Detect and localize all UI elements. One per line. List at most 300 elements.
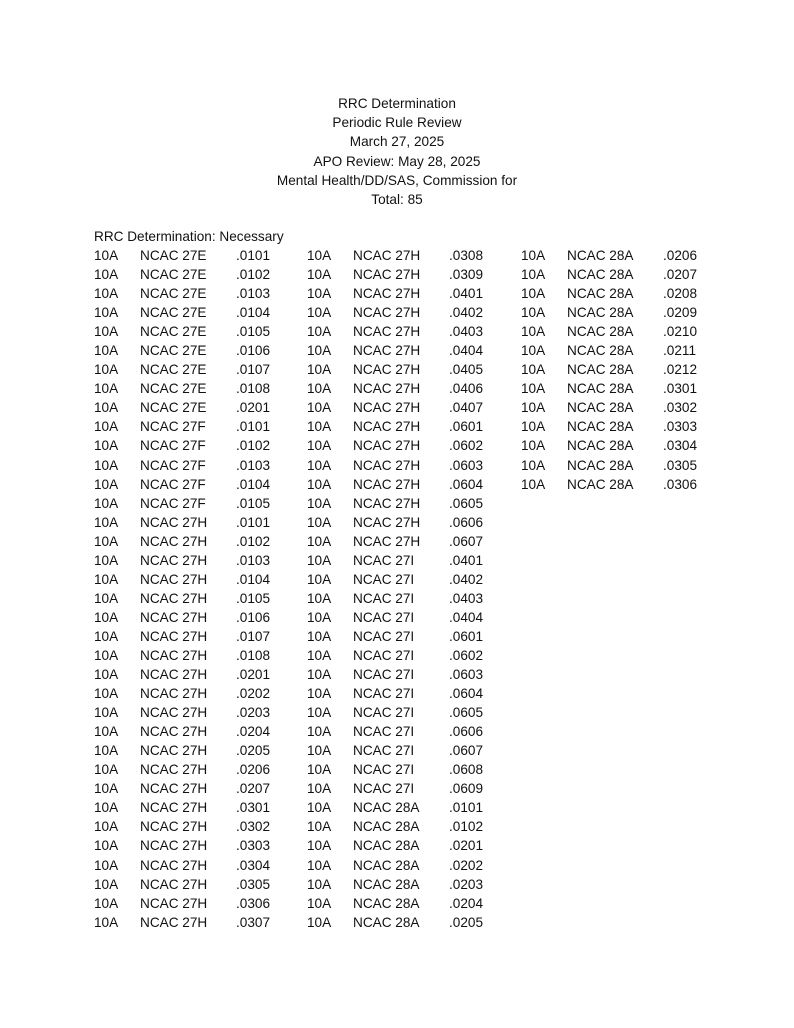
rule-title: 10A [94,533,119,549]
rule-title: 10A [94,914,119,930]
rule-chapter: NCAC 27H [140,705,208,721]
rule-chapter: NCAC 27I [353,647,415,663]
rule-title: 10A [307,476,332,492]
rule-title: 10A [307,400,332,416]
rule-row [521,456,731,475]
rule-row [307,570,517,589]
rule-row [94,456,304,475]
rule-row [94,360,304,379]
rule-title: 10A [521,476,546,492]
rule-row [521,284,731,303]
rule-section: .0607 [449,533,484,549]
rule-title: 10A [94,762,119,778]
rule-chapter: NCAC 27H [140,762,208,778]
rule-row [94,856,304,875]
rule-title: 10A [521,457,546,473]
rule-row [307,798,517,817]
rule-chapter: NCAC 27H [353,267,421,283]
rule-row [307,398,517,417]
rule-title: 10A [94,438,119,454]
rule-section: .0203 [449,876,484,892]
rule-title: 10A [307,800,332,816]
rule-section: .0201 [449,838,484,854]
rule-section: .0108 [236,381,271,397]
rule-section: .0101 [236,514,271,530]
rule-section: .0106 [236,343,271,359]
rule-chapter: NCAC 27I [353,552,415,568]
rule-chapter: NCAC 27H [353,438,421,454]
rule-chapter: NCAC 27F [140,495,206,511]
rule-chapter: NCAC 27H [353,324,421,340]
rule-title: 10A [94,647,119,663]
rule-section: .0606 [449,514,484,530]
rule-section: .0302 [236,819,271,835]
rule-section: .0107 [236,628,271,644]
rule-section: .0306 [236,895,271,911]
rule-section: .0210 [663,324,698,340]
rule-row [521,341,731,360]
rule-title: 10A [94,343,119,359]
rule-row [94,475,304,494]
rule-title: 10A [94,267,119,283]
rule-chapter: NCAC 27F [140,419,206,435]
rule-title: 10A [94,381,119,397]
rule-section: .0605 [449,705,484,721]
rule-section: .0105 [236,590,271,606]
rule-title: 10A [307,590,332,606]
rule-title: 10A [521,419,546,435]
rule-title: 10A [307,438,332,454]
rule-row [94,494,304,513]
rule-row [521,246,731,265]
rule-title: 10A [307,819,332,835]
rule-section: .0207 [663,267,698,283]
rule-section: .0403 [449,324,484,340]
rule-row [94,570,304,589]
rule-title: 10A [307,705,332,721]
rule-section: .0209 [663,305,698,321]
rule-section: .0101 [236,248,271,263]
rule-row [94,779,304,798]
rule-section: .0402 [449,571,484,587]
rule-chapter: NCAC 27I [353,590,415,606]
rule-title: 10A [307,248,332,263]
rule-row [521,322,731,341]
rule-title: 10A [307,457,332,473]
rule-section: .0205 [449,914,484,930]
rule-title: 10A [94,895,119,911]
rule-row [307,379,517,398]
rule-row [307,475,517,494]
rule-row [94,703,304,722]
rule-title: 10A [307,743,332,759]
rule-chapter: NCAC 28A [353,838,420,854]
rule-row [521,436,731,455]
rule-row [521,417,731,436]
rule-title: 10A [307,495,332,511]
rule-chapter: NCAC 27E [140,286,207,302]
rule-section: .0205 [236,743,271,759]
rule-chapter: NCAC 27H [140,743,208,759]
rule-chapter: NCAC 28A [567,419,634,435]
rule-title: 10A [521,267,546,283]
rule-section: .0601 [449,628,484,644]
rule-chapter: NCAC 27E [140,381,207,397]
rule-chapter: NCAC 27H [353,495,421,511]
rule-row [94,684,304,703]
rule-chapter: NCAC 28A [567,381,634,397]
rule-chapter: NCAC 27H [353,400,421,416]
rule-chapter: NCAC 27E [140,267,207,283]
rule-chapter: NCAC 27E [140,362,207,378]
rule-chapter: NCAC 27I [353,762,415,778]
rule-title: 10A [94,476,119,492]
rule-chapter: NCAC 27H [140,552,208,568]
rule-row [94,284,304,303]
rule-chapter: NCAC 28A [567,438,634,454]
rule-chapter: NCAC 27I [353,609,415,625]
rule-chapter: NCAC 27H [140,781,208,797]
rule-section: .0405 [449,362,484,378]
rule-section: .0211 [663,343,697,359]
rule-title: 10A [307,895,332,911]
rule-row [307,551,517,570]
rule-title: 10A [307,724,332,740]
rule-section: .0309 [449,267,484,283]
rule-title: 10A [307,628,332,644]
rule-chapter: NCAC 27H [140,857,208,873]
rule-chapter: NCAC 27H [140,838,208,854]
rule-section: .0201 [236,667,271,683]
rule-title: 10A [307,286,332,302]
rule-row [307,913,517,932]
header-apo-review: APO Review: May 28, 2025 [313,153,481,169]
rule-section: .0301 [236,800,271,816]
header-agency: Mental Health/DD/SAS, Commission for [276,172,518,188]
rule-section: .0604 [449,686,484,702]
rule-chapter: NCAC 27H [140,628,208,644]
rule-title: 10A [94,324,119,340]
rule-title: 10A [94,781,119,797]
rule-row [307,589,517,608]
rule-chapter: NCAC 27H [140,724,208,740]
rule-row [307,608,517,627]
rule-chapter: NCAC 27H [353,514,421,530]
rule-chapter: NCAC 27F [140,476,206,492]
rule-section: .0401 [449,286,484,302]
header-title: RRC Determination [338,96,456,111]
rule-title: 10A [94,514,119,530]
rule-section: .0103 [236,286,271,302]
rule-title: 10A [307,781,332,797]
rule-section: .0404 [449,343,484,359]
rule-row [307,417,517,436]
rule-chapter: NCAC 28A [567,305,634,321]
rule-section: .0101 [449,800,484,816]
rule-title: 10A [307,857,332,873]
rule-title: 10A [94,552,119,568]
rule-section: .0201 [236,400,271,416]
rule-title: 10A [307,381,332,397]
rule-row [94,627,304,646]
rule-chapter: NCAC 27I [353,743,415,759]
rule-section: .0202 [449,857,484,873]
rule-title: 10A [307,609,332,625]
rule-chapter: NCAC 28A [567,476,634,492]
rule-section: .0104 [236,476,271,492]
rule-row [94,646,304,665]
rule-title: 10A [307,686,332,702]
rule-chapter: NCAC 27E [140,305,207,321]
rule-chapter: NCAC 27I [353,705,415,721]
rule-row [307,627,517,646]
rule-section: .0601 [449,419,484,435]
rule-section: .0106 [236,609,271,625]
rule-section: .0603 [449,667,484,683]
rule-chapter: NCAC 28A [353,876,420,892]
rule-row [307,456,517,475]
rule-chapter: NCAC 27H [140,895,208,911]
rule-section: .0204 [449,895,484,911]
rule-chapter: NCAC 27H [140,914,208,930]
rule-row [94,379,304,398]
rule-chapter: NCAC 28A [567,267,634,283]
rule-section: .0202 [236,686,271,702]
rule-section: .0609 [449,781,484,797]
rule-chapter: NCAC 28A [567,248,634,263]
rule-title: 10A [307,647,332,663]
rule-title: 10A [94,400,119,416]
rule-title: 10A [94,876,119,892]
rule-section: .0303 [236,838,271,854]
rule-chapter: NCAC 28A [567,343,634,359]
rule-row [307,265,517,284]
rule-section: .0602 [449,438,484,454]
rule-row [521,303,731,322]
rule-title: 10A [521,362,546,378]
rule-column-1 [94,246,304,932]
rule-title: 10A [94,857,119,873]
rule-chapter: NCAC 28A [567,362,634,378]
rule-title: 10A [521,286,546,302]
rule-section: .0305 [663,457,698,473]
rule-section: .0401 [449,552,484,568]
rule-title: 10A [94,800,119,816]
rule-title: 10A [94,705,119,721]
rule-column-2 [307,246,517,932]
determination-label: RRC Determination: Necessary [94,229,284,244]
rule-row [307,817,517,836]
rule-title: 10A [521,438,546,454]
rule-title: 10A [94,628,119,644]
rule-row [94,836,304,855]
rule-row [94,760,304,779]
rule-section: .0308 [449,248,484,263]
document-header [0,94,794,209]
rule-section: .0605 [449,495,484,511]
rule-title: 10A [94,724,119,740]
rule-section: .0102 [449,819,484,835]
rule-section: .0306 [663,476,698,492]
rule-title: 10A [521,343,546,359]
rule-row [307,322,517,341]
rule-section: .0304 [236,857,271,873]
rule-chapter: NCAC 27H [140,533,208,549]
rule-chapter: NCAC 27H [353,533,421,549]
rule-row [94,741,304,760]
rule-section: .0303 [663,419,698,435]
rule-title: 10A [94,457,119,473]
rule-row [307,856,517,875]
rule-row [307,741,517,760]
rule-chapter: NCAC 27I [353,667,415,683]
rule-title: 10A [94,248,119,263]
rule-chapter: NCAC 27E [140,400,207,416]
rule-title: 10A [94,571,119,587]
rule-title: 10A [94,667,119,683]
rule-row [94,722,304,741]
rule-chapter: NCAC 27H [140,590,208,606]
header-total: Total: 85 [371,192,423,208]
rule-chapter: NCAC 27H [353,476,421,492]
rule-section: .0108 [236,647,271,663]
rule-row [94,589,304,608]
rule-chapter: NCAC 27H [140,876,208,892]
rule-title: 10A [521,248,546,263]
header-subtitle: Periodic Rule Review [332,115,462,131]
rule-section: .0102 [236,267,271,283]
rule-chapter: NCAC 27H [353,419,421,435]
rule-title: 10A [94,609,119,625]
rule-row [307,646,517,665]
rule-title: 10A [94,686,119,702]
rule-title: 10A [307,914,332,930]
rule-section: .0302 [663,400,698,416]
rule-section: .0212 [663,362,698,378]
rule-chapter: NCAC 27H [353,381,421,397]
rule-row [94,341,304,360]
rule-row [521,379,731,398]
rule-section: .0606 [449,724,484,740]
rule-section: .0307 [236,914,271,930]
rule-section: .0207 [236,781,271,797]
rule-chapter: NCAC 27I [353,781,415,797]
rule-chapter: NCAC 27E [140,324,207,340]
rule-section: .0304 [663,438,698,454]
rule-section: .0103 [236,552,271,568]
rule-section: .0403 [449,590,484,606]
rule-row [94,513,304,532]
rule-title: 10A [307,362,332,378]
rule-chapter: NCAC 27F [140,457,206,473]
rule-column-3 [521,246,731,494]
rule-row [307,494,517,513]
rule-section: .0203 [236,705,271,721]
rule-chapter: NCAC 28A [353,895,420,911]
rule-title: 10A [307,667,332,683]
rule-title: 10A [307,552,332,568]
rule-chapter: NCAC 28A [567,324,634,340]
rule-title: 10A [307,876,332,892]
rule-section: .0402 [449,305,484,321]
rule-chapter: NCAC 27I [353,571,415,587]
rule-chapter: NCAC 28A [567,400,634,416]
rule-section: .0305 [236,876,271,892]
rule-row [94,436,304,455]
rule-chapter: NCAC 27I [353,686,415,702]
rule-row [94,913,304,932]
rule-chapter: NCAC 27E [140,248,207,263]
rule-row [94,532,304,551]
rule-chapter: NCAC 27H [140,514,208,530]
rule-row [521,360,731,379]
rule-chapter: NCAC 27I [353,724,415,740]
rule-chapter: NCAC 27I [353,628,415,644]
rule-row [307,722,517,741]
rule-chapter: NCAC 27H [353,457,421,473]
rule-chapter: NCAC 27F [140,438,206,454]
rule-chapter: NCAC 28A [567,457,634,473]
rule-section: .0104 [236,305,271,321]
rule-title: 10A [521,400,546,416]
rule-title: 10A [94,495,119,511]
rule-chapter: NCAC 27H [140,571,208,587]
rule-title: 10A [307,533,332,549]
rule-section: .0604 [449,476,484,492]
rule-section: .0102 [236,533,271,549]
rule-chapter: NCAC 27H [353,362,421,378]
rule-chapter: NCAC 27H [353,248,421,263]
rule-chapter: NCAC 28A [353,857,420,873]
rule-title: 10A [307,324,332,340]
rule-title: 10A [307,419,332,435]
rule-chapter: NCAC 28A [353,914,420,930]
rule-row [307,684,517,703]
rule-row [94,303,304,322]
rule-section: .0301 [663,381,698,397]
rule-title: 10A [94,838,119,854]
rule-row [307,875,517,894]
rule-row [307,760,517,779]
rule-title: 10A [307,305,332,321]
rule-section: .0105 [236,324,271,340]
rule-chapter: NCAC 27H [140,609,208,625]
rule-row [94,551,304,570]
rule-row [307,703,517,722]
rule-row [307,341,517,360]
rule-row [307,284,517,303]
rule-title: 10A [94,743,119,759]
rule-row [307,894,517,913]
rule-title: 10A [94,819,119,835]
rule-chapter: NCAC 28A [567,286,634,302]
rule-chapter: NCAC 27H [353,286,421,302]
rule-section: .0602 [449,647,484,663]
rule-title: 10A [94,286,119,302]
rule-row [94,798,304,817]
rule-title: 10A [521,381,546,397]
rule-row [521,398,731,417]
rule-section: .0206 [663,248,698,263]
rule-title: 10A [521,305,546,321]
rule-section: .0102 [236,438,271,454]
rule-title: 10A [307,762,332,778]
rule-title: 10A [94,590,119,606]
rule-chapter: NCAC 27H [353,343,421,359]
rule-section: .0107 [236,362,271,378]
rule-title: 10A [307,838,332,854]
rule-chapter: NCAC 27H [140,819,208,835]
